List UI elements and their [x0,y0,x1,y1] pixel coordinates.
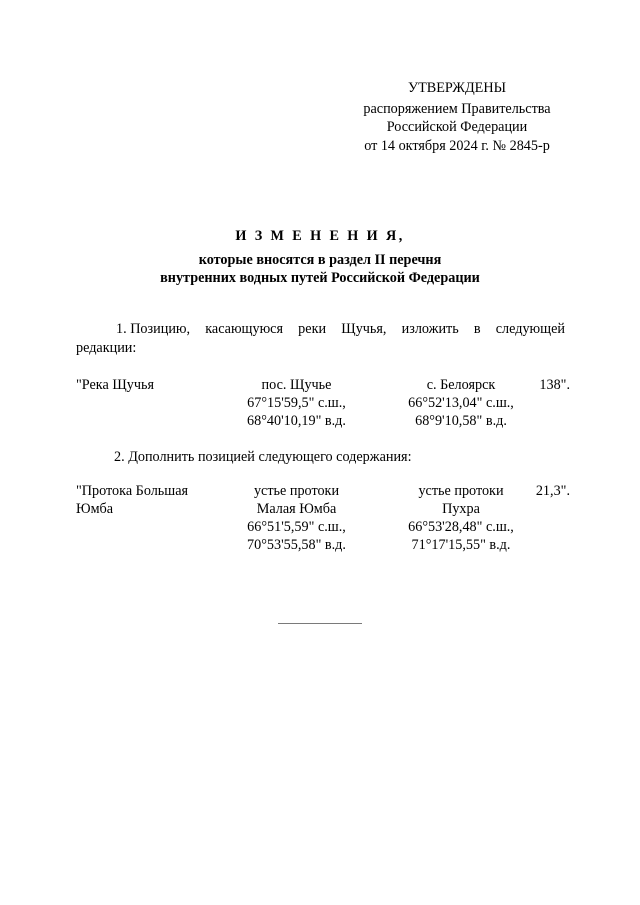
entry-end-point [386,482,536,554]
end-divider [278,623,362,624]
entry-length-value: 138". [539,377,570,393]
end-point-latitude: 66°52'13,04" с.ш., [408,395,514,411]
item-1-word: реки [298,321,327,337]
approval-block [340,79,574,155]
end-point-longitude: 71°17'15,55" в.д. [411,537,511,553]
item-1-word: Щучья, [341,321,387,337]
approval-line: Российской Федерации [386,119,528,135]
document-subtitle [0,251,640,287]
end-point-latitude: 66°53'28,48" с.ш., [408,519,514,535]
item-1-paragraph [76,320,565,358]
end-point-longitude: 68°9'10,58" в.д. [415,413,507,429]
start-point-longitude: 70°53'55,58" в.д. [247,537,346,553]
item-1-continuation: редакции: [76,340,137,356]
start-point-line: пос. Щучье [261,377,332,393]
approval-heading: УТВЕРЖДЕНЫ [408,80,506,96]
end-point-line: Пухра [442,501,480,517]
entry-name-line: "Река Щучья [76,377,155,393]
entry-start-point [224,376,369,430]
entry-name-line: "Протока Большая [76,483,189,499]
entry-end-point [386,376,536,430]
start-point-longitude: 68°40'10,19" в.д. [247,413,346,429]
approval-line: распоряжением Правительства [363,100,551,117]
start-point-line: Малая Юмба [256,501,337,517]
entry-start-point [224,482,369,554]
subtitle-line: которые вносятся в раздел II перечня [198,252,442,268]
start-point-latitude: 67°15'59,5" с.ш., [247,395,346,411]
subtitle-line: внутренних водных путей Российской Федерации [160,270,480,286]
item-1-word: 1. Позицию, [116,321,191,337]
item-1-word: в [473,321,481,337]
approval-date-line: от 14 октября 2024 г. № 2845-р [364,137,550,154]
start-point-latitude: 66°51'5,59" с.ш., [247,519,346,535]
end-point-line: устье протоки [418,483,504,499]
end-point-line: с. Белоярск [426,377,496,393]
entry-name [76,482,226,518]
document-title: И З М Е Н Е Н И Я, [235,228,405,244]
item-1-word: следующей [495,321,565,337]
entry-length-value: 21,3". [535,483,570,499]
item-1-word: касающуюся [205,321,284,337]
start-point-line: устье протоки [253,483,340,499]
item-1-word: изложить [401,321,459,337]
item-2-paragraph: 2. Дополнить позицией следующего содержания: [114,449,412,465]
entry-name [76,376,226,394]
entry-length [516,482,570,500]
entry-name-line: Юмба [76,501,114,517]
entry-length [516,376,570,394]
item-1-first-line [76,320,565,339]
